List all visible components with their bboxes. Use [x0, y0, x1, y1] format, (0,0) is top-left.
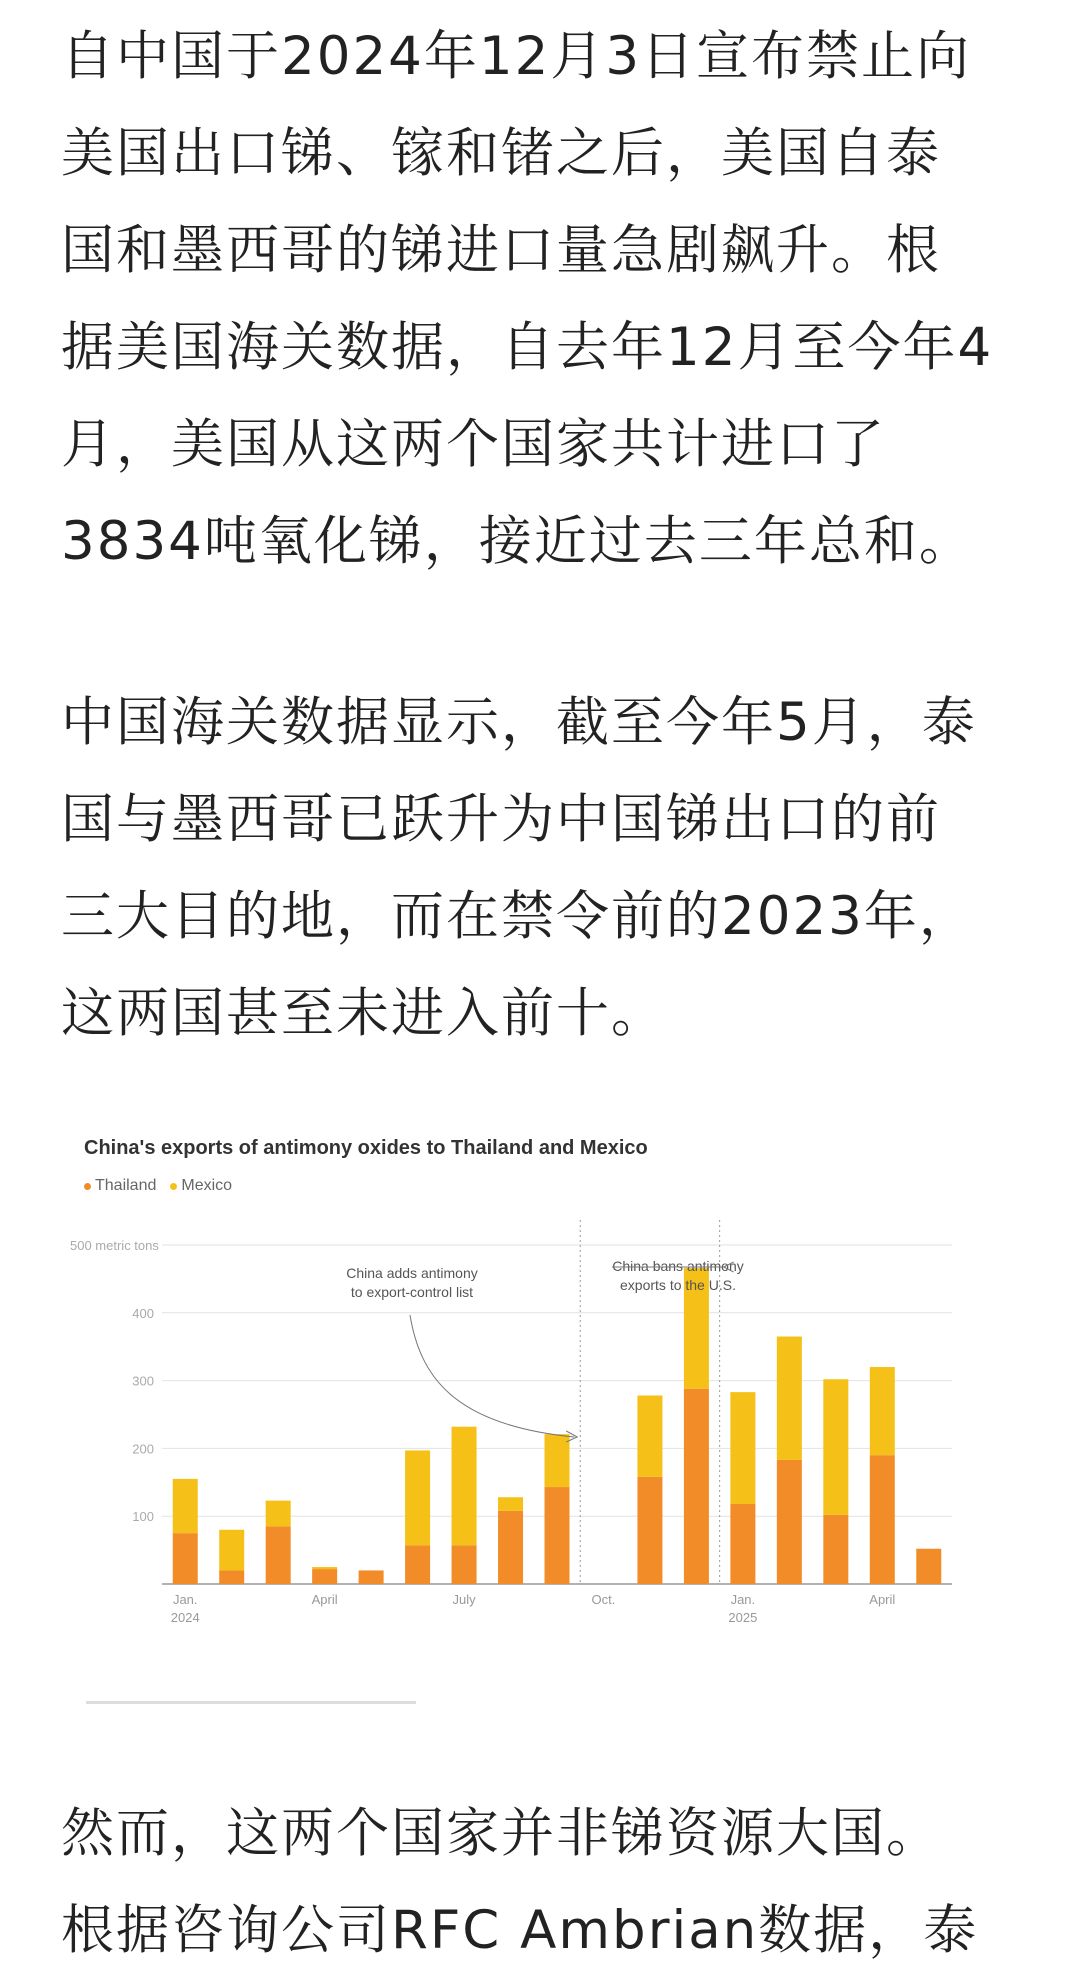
bar-mexico — [777, 1337, 802, 1460]
chart-legend — [84, 1177, 232, 1195]
legend-item-thailand — [84, 1177, 156, 1195]
bar-thailand — [498, 1511, 523, 1584]
bar-mexico — [730, 1392, 755, 1504]
bar-thailand — [637, 1477, 662, 1584]
bar-mexico — [545, 1434, 570, 1487]
bar-thailand — [312, 1569, 337, 1584]
bar-mexico — [452, 1427, 477, 1546]
legend-label-thailand: Thailand — [95, 1177, 157, 1194]
legend-item-mexico — [170, 1177, 232, 1195]
bar-mexico — [173, 1479, 198, 1533]
annotation-ban-text: China bans antimony — [612, 1258, 744, 1274]
bar-thailand — [452, 1545, 477, 1584]
bar-thailand — [173, 1533, 198, 1584]
bar-mexico — [870, 1367, 895, 1455]
bar-thailand — [684, 1389, 709, 1584]
bar-thailand — [266, 1526, 291, 1584]
y-axis-label: 500 metric tons — [70, 1238, 159, 1253]
x-tick-sublabel: 2024 — [170, 1610, 200, 1625]
bar-thailand — [777, 1460, 802, 1584]
chart-svg — [62, 1115, 962, 1715]
bar-thailand — [545, 1487, 570, 1584]
bar-mexico — [312, 1567, 337, 1569]
x-tick-sublabel: 2025 — [728, 1610, 758, 1625]
legend-swatch-thailand — [84, 1183, 91, 1190]
annotation-ban-text: exports to the U.S. — [620, 1277, 736, 1293]
bar-thailand — [823, 1515, 848, 1584]
x-tick-label: April — [311, 1592, 338, 1607]
bar-mexico — [823, 1379, 848, 1515]
x-tick-label: Jan. — [172, 1592, 198, 1607]
x-tick-label: Jan. — [730, 1592, 756, 1607]
y-tick-label: 400 — [132, 1305, 154, 1321]
bar-mexico — [219, 1530, 244, 1571]
y-tick-label: 200 — [132, 1441, 154, 1457]
paragraph-3: 然而，这两个国家并非锑资源大国。 根据咨询公司RFC Ambrian数据，泰 — [61, 1803, 979, 1961]
x-tick-label: April — [869, 1592, 896, 1607]
annotation-arrow-export-control — [410, 1315, 574, 1437]
bar-mexico — [266, 1501, 291, 1527]
annotation-export-control-text: to export-control list — [350, 1284, 474, 1300]
chart-title: China's exports of antimony oxides to Thailand and Mexico — [84, 1137, 648, 1159]
chart-figure — [62, 1115, 962, 1715]
bar-thailand — [359, 1570, 384, 1584]
bar-thailand — [219, 1570, 244, 1584]
x-tick-label: July — [452, 1592, 476, 1607]
y-tick-label: 100 — [132, 1509, 154, 1525]
bar-mexico — [405, 1450, 430, 1545]
bar-thailand — [916, 1549, 941, 1584]
paragraph-1: 自中国于2024年12月3日宣布禁止向 美国出口锑、镓和锗之后，美国自泰 国和墨西哥的锑进口量急剧飙升。根 据美国海关数据，自去年12月至今年4 月，美国从这两个国家共计进口了 3834吨氧化锑，接近过去三年总和。 — [61, 26, 994, 572]
x-tick-label: Oct. — [591, 1592, 616, 1607]
bar-thailand — [730, 1504, 755, 1584]
y-tick-label: 300 — [132, 1373, 154, 1389]
annotation-export-control-text: China adds antimony — [346, 1265, 478, 1281]
bar-thailand — [870, 1455, 895, 1584]
source-line — [86, 1701, 416, 1704]
paragraph-2: 中国海关数据显示，截至今年5月，泰 国与墨西哥已跃升为中国锑出口的前 三大目的地，而在禁令前的2023年， 这两国甚至未进入前十。 — [61, 692, 977, 1044]
bar-mexico — [498, 1497, 523, 1511]
legend-label-mexico: Mexico — [181, 1177, 233, 1194]
legend-swatch-mexico — [170, 1183, 177, 1190]
bar-thailand — [405, 1545, 430, 1584]
bar-mexico — [637, 1396, 662, 1477]
